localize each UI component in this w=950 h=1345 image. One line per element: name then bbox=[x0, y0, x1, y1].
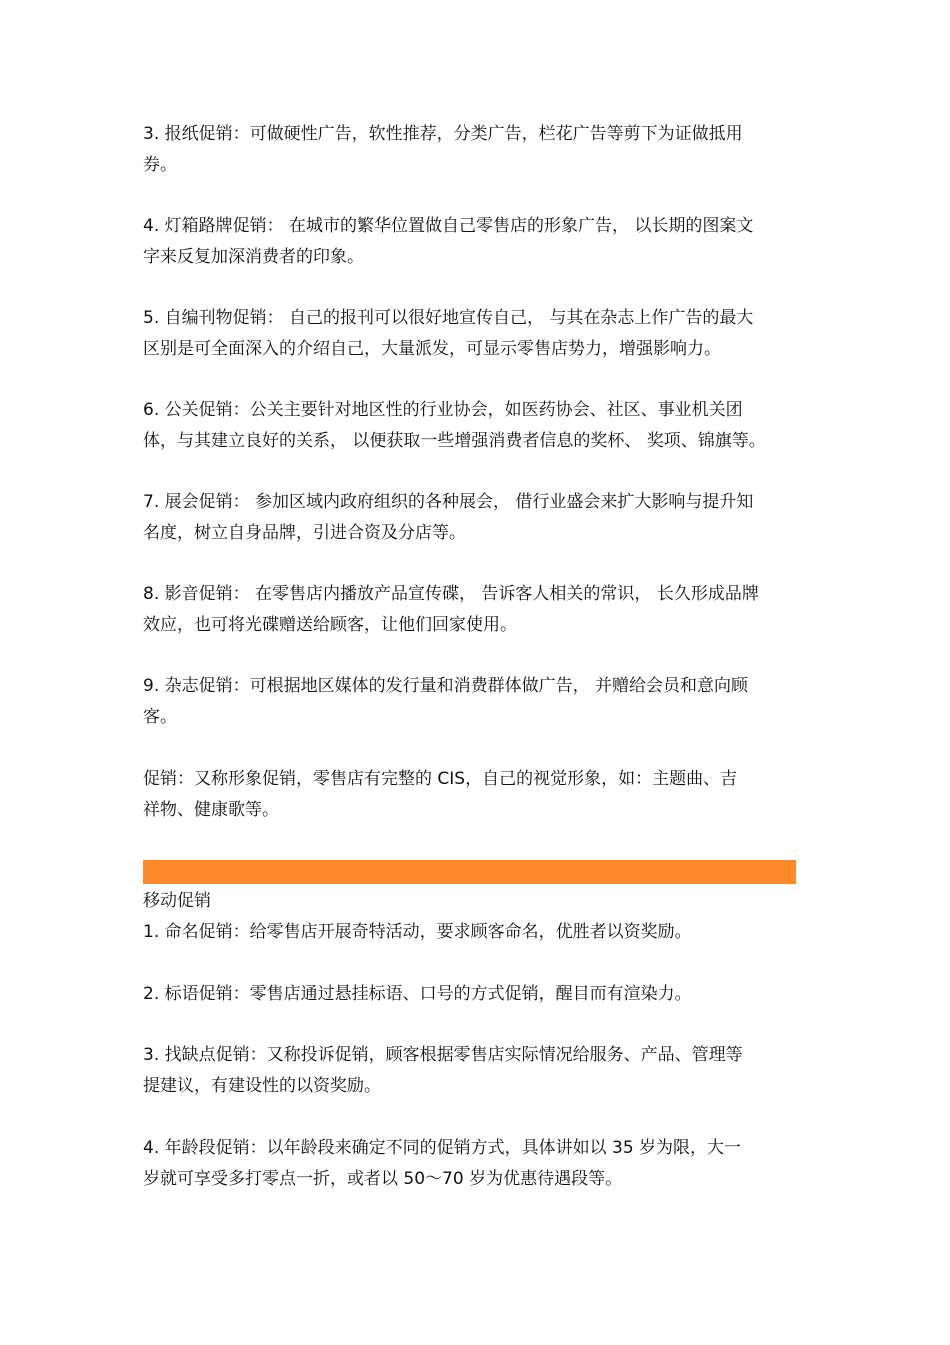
paragraph-line: 3. 报纸促销：可做硬性广告，软性推荐，分类广告，栏花广告等剪下为证做抵用 bbox=[143, 124, 743, 144]
paragraph-line: 5. 自编刊物促销： 自己的报刊可以很好地宣传自己， 与其在杂志上作广告的最大 bbox=[143, 308, 754, 328]
paragraph-line: 4. 年龄段促销：以年龄段来确定不同的促销方式，具体讲如以 35 岁为限，大一 bbox=[143, 1138, 742, 1158]
section-title bbox=[143, 886, 808, 917]
paragraph-publication-promotion bbox=[143, 303, 808, 365]
paragraph-magazine-promotion bbox=[143, 671, 808, 733]
paragraph-line: 3. 找缺点促销：又称投诉促销，顾客根据零售店实际情况给服务、产品、管理等 bbox=[143, 1045, 743, 1065]
paragraph-image-promotion bbox=[143, 764, 808, 826]
paragraph-line: 体，与其建立良好的关系， 以便获取一些增强消费者信息的奖杯、 奖项、锦旗等。 bbox=[143, 431, 766, 451]
paragraph-line: 7. 展会促销： 参加区域内政府组织的各种展会， 借行业盛会来扩大影响与提升知 bbox=[143, 492, 754, 512]
section-title-text: 移动促销 bbox=[143, 891, 211, 911]
paragraph-line: 券。 bbox=[143, 155, 177, 175]
paragraph-line: 客。 bbox=[143, 707, 177, 727]
paragraph-line: 8. 影音促销： 在零售店内播放产品宣传碟， 告诉客人相关的常识， 长久形成品牌 bbox=[143, 584, 759, 604]
paragraph-newspaper-promotion bbox=[143, 119, 808, 181]
paragraph-line: 9. 杂志促销：可根据地区媒体的发行量和消费群体做广告， 并赠给会员和意向顾 bbox=[143, 676, 749, 696]
paragraph-line: 岁就可享受多打零点一折，或者以 50～70 岁为优惠待遇段等。 bbox=[143, 1169, 623, 1189]
paragraph-pr-promotion bbox=[143, 395, 808, 457]
section-divider-bar bbox=[143, 860, 796, 884]
paragraph-line: 6. 公关促销：公关主要针对地区性的行业协会，如医药协会、社区、事业机关团 bbox=[143, 400, 743, 420]
paragraph-line: 祥物、健康歌等。 bbox=[143, 800, 279, 820]
paragraph-line: 4. 灯箱路牌促销： 在城市的繁华位置做自己零售店的形象广告， 以长期的图案文 bbox=[143, 216, 754, 236]
paragraph-line: 促销：又称形象促销，零售店有完整的 CIS，自己的视觉形象，如：主题曲、吉 bbox=[143, 769, 738, 789]
paragraph-line: 区别是可全面深入的介绍自己，大量派发，可显示零售店势力，增强影响力。 bbox=[143, 339, 721, 359]
paragraph-line: 2. 标语促销：零售店通过悬挂标语、口号的方式促销，醒目而有渲染力。 bbox=[143, 984, 692, 1004]
paragraph-line: 名度，树立自身品牌，引进合资及分店等。 bbox=[143, 523, 466, 543]
paragraph-line: 提建议，有建设性的以资奖励。 bbox=[143, 1076, 381, 1096]
paragraph-slogan-promotion bbox=[143, 979, 808, 1010]
paragraph-av-promotion bbox=[143, 579, 808, 641]
paragraph-line: 效应，也可将光碟赠送给顾客，让他们回家使用。 bbox=[143, 615, 517, 635]
paragraph-line: 1. 命名促销：给零售店开展奇特活动，要求顾客命名，优胜者以资奖励。 bbox=[143, 922, 692, 942]
paragraph-lightbox-promotion bbox=[143, 211, 808, 273]
paragraph-age-promotion bbox=[143, 1133, 808, 1195]
paragraph-exhibition-promotion bbox=[143, 487, 808, 549]
paragraph-naming-promotion bbox=[143, 917, 808, 948]
paragraph-feedback-promotion bbox=[143, 1040, 808, 1102]
paragraph-line: 字来反复加深消费者的印象。 bbox=[143, 247, 364, 267]
